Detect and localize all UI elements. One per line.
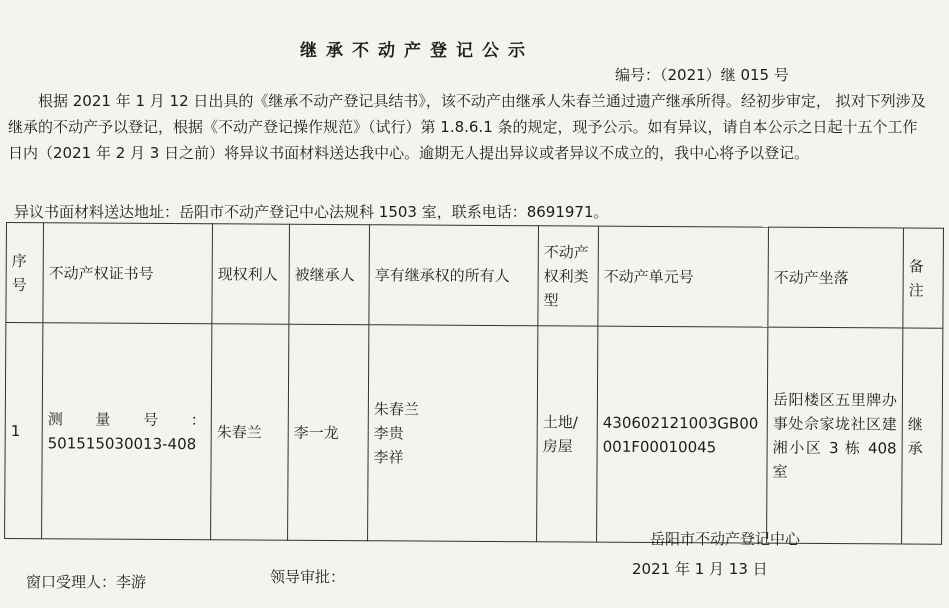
notice-title: 继承不动产登记公示 — [300, 41, 534, 61]
doc-number: 编号：（2021）继 015 号 — [615, 66, 789, 84]
header-remark: 备注 — [903, 228, 944, 328]
cell-seq: 1 — [5, 323, 43, 539]
cell-remark: 继承 — [902, 328, 943, 544]
header-unit-no: 不动产单元号 — [598, 226, 769, 327]
header-seq: 序号 — [6, 223, 44, 323]
cell-location: 岳阳楼区五里牌办事处佘家垅社区建湘小区 3 栋 408 室 — [767, 327, 903, 544]
heir-name: 李祥 — [373, 447, 404, 466]
cert-no-label: 测量号： — [47, 409, 206, 429]
objection-address: 异议书面材料送达地址：岳阳市不动产登记中心法规科 1503 室，联系电话：8691971。 — [14, 203, 609, 221]
cell-right-type: 土地/房屋 — [537, 326, 598, 542]
cell-cert-no — [42, 323, 212, 540]
cell-current-holder: 朱春兰 — [211, 324, 289, 540]
cell-unit-no: 430602121003GB00001F00010045 — [597, 326, 768, 543]
header-current-holder: 现权利人 — [212, 224, 290, 324]
heir-name: 李贵 — [373, 423, 404, 442]
table-header-row — [6, 223, 944, 329]
heir-name: 朱春兰 — [373, 399, 419, 419]
cell-heirs — [368, 325, 538, 542]
cell-decedent: 李一龙 — [288, 324, 369, 540]
registration-table — [4, 222, 944, 545]
cert-no-value: 501515030013-408 — [47, 433, 197, 453]
notice-body: 根据 2021 年 1 月 12 日出具的《继承不动产登记具结书》，该不动产由继承人朱春兰通过遗产继承所得。经初步审定， 拟对下列涉及继承的不动产予以登记，根据《不动产登记操作规范》（试行）第 1.8.6.1 条的规定，现予公示。如有异议，请自本公示之日起十五个工作日内（2021 年 2 月 3 日之前）将异议书面材料送达我中心。逾期无人提出异议或者异议不成立的，我中心将予以登记。 — [8, 92, 926, 162]
leader-approval: 领导审批： — [270, 568, 346, 586]
table-row — [5, 323, 943, 545]
window-clerk: 窗口受理人：李游 — [26, 573, 147, 591]
header-location: 不动产坐落 — [768, 227, 904, 328]
header-heirs: 享有继承权的所有人 — [369, 225, 539, 326]
header-right-type: 不动产权利类型 — [538, 226, 599, 326]
header-decedent: 被继承人 — [289, 224, 370, 324]
header-cert-no: 不动产权证书号 — [43, 223, 213, 324]
issuing-center: 岳阳市不动产登记中心 — [650, 530, 801, 548]
issue-date: 2021 年 1 月 13 日 — [632, 560, 768, 578]
